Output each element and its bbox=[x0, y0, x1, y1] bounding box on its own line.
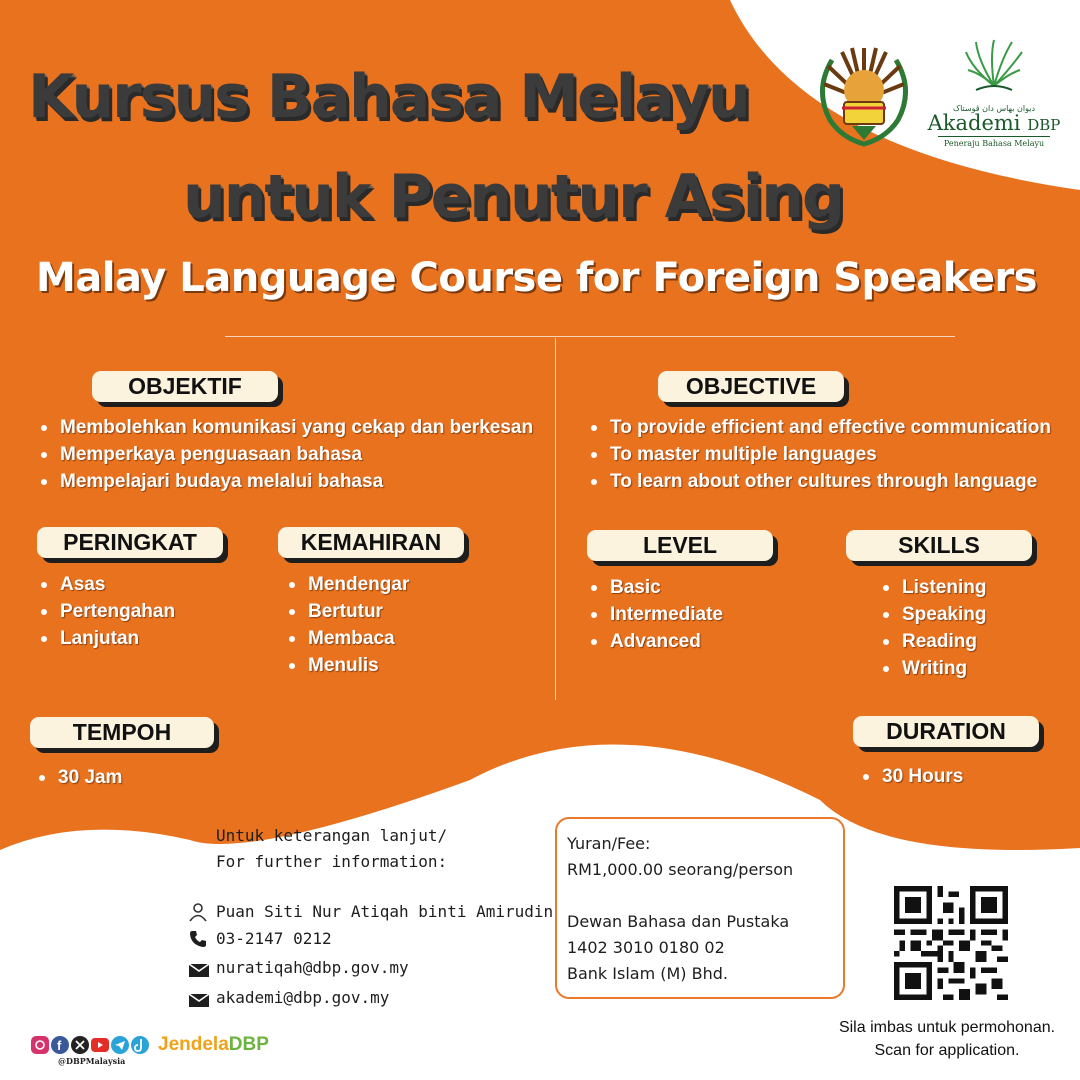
list-item: Pertengahan bbox=[38, 598, 175, 625]
divider bbox=[938, 136, 1050, 137]
page-subtitle: Malay Language Course for Foreign Speakers bbox=[36, 255, 1037, 301]
facebook-icon[interactable] bbox=[51, 1036, 69, 1054]
akademi-arabic-text: ديوان بهاس دان ڤوستاک bbox=[952, 104, 1036, 113]
list-item: Membolehkan komunikasi yang cekap dan berkesan bbox=[38, 414, 533, 441]
phone-number: 03-2147 0212 bbox=[216, 929, 332, 948]
phone-icon bbox=[188, 929, 208, 949]
akademi-name bbox=[926, 111, 1062, 135]
brand-suffix: DBP bbox=[228, 1034, 269, 1055]
fee-box bbox=[555, 817, 845, 999]
brand-main: endela bbox=[168, 1034, 229, 1055]
list-item: Menulis bbox=[286, 652, 409, 679]
skills-list bbox=[880, 574, 986, 682]
dbp-crest-icon bbox=[812, 40, 916, 148]
list-item: To provide efficient and effective communication bbox=[588, 414, 1051, 441]
email-address: akademi@dbp.gov.my bbox=[216, 988, 390, 1007]
list-item: Listening bbox=[880, 574, 986, 601]
brand-prefix: J bbox=[158, 1034, 169, 1055]
akademi-name-main: Akademi bbox=[927, 111, 1021, 135]
list-item: Mempelajari budaya melalui bahasa bbox=[38, 468, 533, 495]
list-item: Mendengar bbox=[286, 571, 409, 598]
page-title-line1: Kursus Bahasa Melayu bbox=[28, 62, 749, 132]
info-heading bbox=[216, 823, 447, 875]
social-handle: @DBPMalaysia bbox=[58, 1056, 126, 1066]
objektif-heading: OBJEKTIF bbox=[92, 371, 278, 402]
horizontal-divider bbox=[225, 336, 955, 337]
list-item: To master multiple languages bbox=[588, 441, 1051, 468]
instagram-icon[interactable] bbox=[31, 1036, 49, 1054]
page-title-line2: untuk Penutur Asing bbox=[183, 162, 843, 232]
email-icon bbox=[188, 988, 210, 1008]
info-heading-line2: For further information: bbox=[216, 852, 448, 871]
list-item: Reading bbox=[880, 628, 986, 655]
qr-code-icon[interactable] bbox=[894, 886, 1008, 1000]
fee-bank: Bank Islam (M) Bhd. bbox=[567, 964, 728, 983]
list-item: Writing bbox=[880, 655, 986, 682]
tiktok-icon[interactable] bbox=[131, 1036, 149, 1054]
list-item: 30 Hours bbox=[860, 763, 963, 790]
contact-name: Puan Siti Nur Atiqah binti Amirudin bbox=[216, 902, 554, 921]
duration-heading: DURATION bbox=[853, 716, 1039, 747]
info-heading-line1: Untuk keterangan lanjut/ bbox=[216, 826, 448, 845]
x-icon[interactable] bbox=[71, 1036, 89, 1054]
list-item: Advanced bbox=[588, 628, 723, 655]
list-item: Asas bbox=[38, 571, 175, 598]
tempoh-heading: TEMPOH bbox=[30, 717, 214, 748]
list-item: Intermediate bbox=[588, 601, 723, 628]
fee-label: Yuran/Fee: bbox=[567, 834, 651, 853]
akademi-tagline: Peneraju Bahasa Melayu bbox=[943, 139, 1045, 148]
fee-amount: RM1,000.00 seorang/person bbox=[567, 860, 794, 879]
qr-caption bbox=[812, 1016, 1080, 1062]
svg-text:f: f bbox=[57, 1038, 62, 1053]
list-item: Basic bbox=[588, 574, 723, 601]
skills-heading: SKILLS bbox=[846, 530, 1032, 561]
email-icon bbox=[188, 958, 210, 978]
list-item: Lanjutan bbox=[38, 625, 175, 652]
kemahiran-heading: KEMAHIRAN bbox=[278, 527, 464, 558]
peringkat-heading: PERINGKAT bbox=[37, 527, 223, 558]
fee-payee: Dewan Bahasa dan Pustaka bbox=[567, 912, 790, 931]
youtube-icon[interactable] bbox=[91, 1038, 109, 1052]
telegram-icon[interactable] bbox=[111, 1036, 129, 1054]
vertical-divider bbox=[555, 338, 556, 700]
akademi-name-suffix: DBP bbox=[1027, 116, 1061, 134]
level-list bbox=[588, 574, 723, 655]
tempoh-list bbox=[36, 764, 122, 791]
person-icon bbox=[188, 902, 208, 922]
social-icons bbox=[30, 1034, 154, 1056]
list-item: Speaking bbox=[880, 601, 986, 628]
kemahiran-list bbox=[286, 571, 409, 679]
list-item: To learn about other cultures through language bbox=[588, 468, 1051, 495]
list-item: Bertutur bbox=[286, 598, 409, 625]
objektif-list bbox=[38, 414, 533, 495]
duration-list bbox=[860, 763, 963, 790]
list-item: Memperkaya penguasaan bahasa bbox=[38, 441, 533, 468]
qr-caption-line1: Sila imbas untuk permohonan. bbox=[838, 1019, 1056, 1036]
akademi-dbp-logo bbox=[926, 38, 1062, 148]
objective-heading: OBJECTIVE bbox=[658, 371, 844, 402]
qr-caption-line2: Scan for application. bbox=[874, 1042, 1020, 1059]
level-heading: LEVEL bbox=[587, 530, 773, 561]
list-item: 30 Jam bbox=[36, 764, 122, 791]
jendela-dbp-logo[interactable] bbox=[158, 1034, 269, 1056]
email-address: nuratiqah@dbp.gov.my bbox=[216, 958, 409, 977]
fee-account: 1402 3010 0180 02 bbox=[567, 938, 725, 957]
peringkat-list bbox=[38, 571, 175, 652]
list-item: Membaca bbox=[286, 625, 409, 652]
objective-list bbox=[588, 414, 1051, 495]
palm-tree-icon bbox=[962, 38, 1026, 98]
